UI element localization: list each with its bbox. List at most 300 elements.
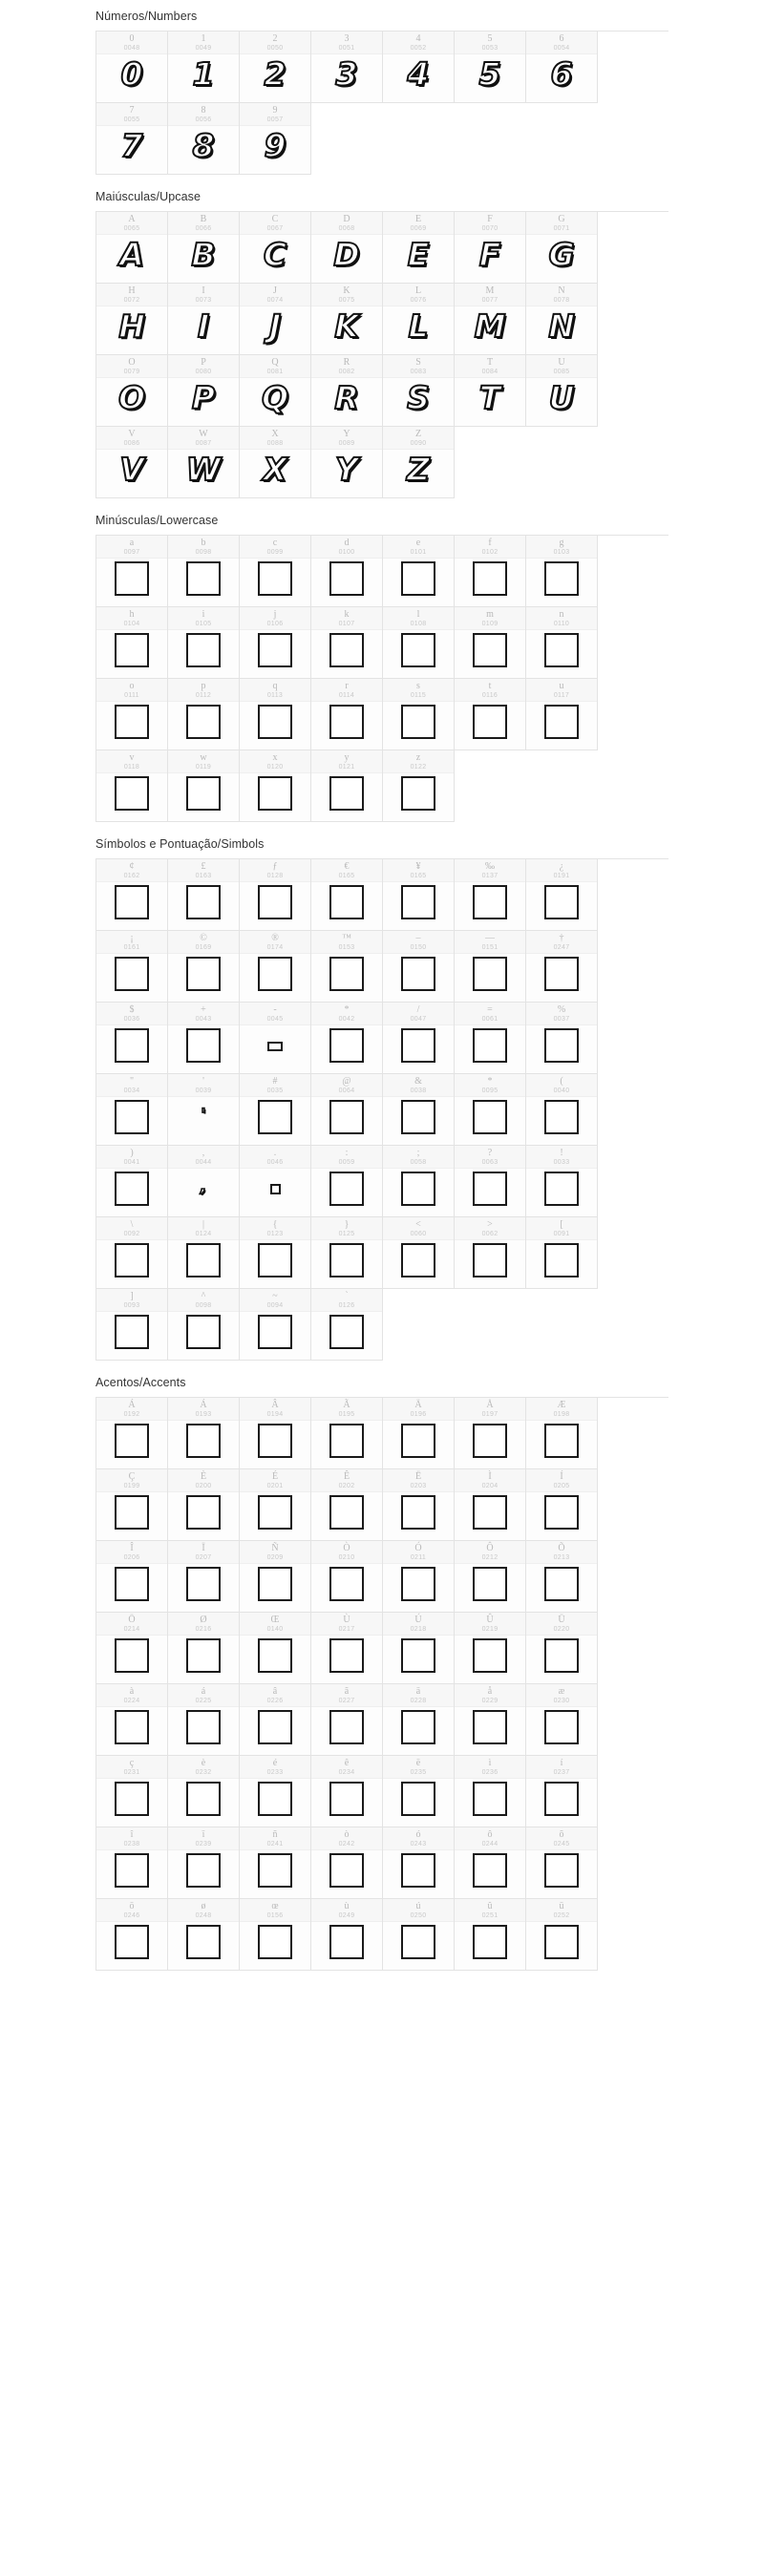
- missing-glyph-box: [186, 1028, 221, 1063]
- glyph-cell[interactable]: [311, 750, 383, 822]
- glyph-cell-header: [526, 1469, 597, 1492]
- glyph-cell-header: [168, 1289, 239, 1312]
- glyph-cell[interactable]: [455, 1469, 526, 1541]
- glyph-cell[interactable]: [168, 284, 240, 355]
- missing-glyph-box: [544, 1710, 579, 1744]
- glyph-char-label: F: [487, 214, 493, 224]
- missing-glyph-box: [329, 1315, 364, 1349]
- glyph-code-label: 0228: [410, 1698, 427, 1704]
- missing-glyph-box: [544, 1424, 579, 1458]
- glyph-cell-header: [383, 1003, 454, 1025]
- glyph-code-label: 0124: [195, 1231, 212, 1237]
- glyph-cell[interactable]: [240, 1613, 311, 1684]
- glyph-cell[interactable]: [168, 1541, 240, 1613]
- glyph-cell[interactable]: [96, 1217, 168, 1289]
- glyph-cell[interactable]: [311, 679, 383, 750]
- glyph-cell[interactable]: [96, 1146, 168, 1217]
- glyph-render: 3: [335, 55, 358, 93]
- missing-glyph-box: [186, 1925, 221, 1959]
- glyph-cell[interactable]: [455, 355, 526, 427]
- missing-glyph-box: [401, 1028, 435, 1063]
- glyph-cell[interactable]: [96, 679, 168, 750]
- glyph-cell[interactable]: [455, 1003, 526, 1074]
- glyph-char-label: X: [271, 429, 279, 439]
- glyph-cell-header: [168, 1899, 239, 1922]
- glyph-cell[interactable]: [168, 1469, 240, 1541]
- glyph-cell[interactable]: [311, 427, 383, 498]
- glyph-cell[interactable]: [240, 427, 311, 498]
- section-accents: [0, 1366, 764, 1971]
- glyph-code-label: 0126: [338, 1302, 355, 1309]
- glyph-cell[interactable]: [240, 32, 311, 103]
- glyph-cell[interactable]: [168, 1398, 240, 1469]
- glyph-cell[interactable]: [526, 1541, 598, 1613]
- glyph-cell[interactable]: [311, 607, 383, 679]
- glyph-code-label: 0046: [266, 1159, 284, 1166]
- glyph-cell[interactable]: [526, 1469, 598, 1541]
- glyph-code-label: 0225: [195, 1698, 212, 1704]
- glyph-cell[interactable]: [383, 750, 455, 822]
- glyph-char-label: 5: [487, 33, 493, 44]
- missing-glyph-box: [258, 776, 292, 811]
- glyph-cell[interactable]: [455, 536, 526, 607]
- glyph-cell[interactable]: [240, 1398, 311, 1469]
- glyph-char-label: P: [201, 357, 206, 368]
- glyph-cell-header: [96, 1289, 167, 1312]
- glyph-cell[interactable]: [383, 1398, 455, 1469]
- missing-glyph-box: [115, 1853, 149, 1888]
- glyph-char-label: ö: [129, 1901, 135, 1911]
- glyph-cell[interactable]: [526, 1827, 598, 1899]
- glyph-cell[interactable]: [168, 1074, 240, 1146]
- glyph-cell[interactable]: [383, 931, 455, 1003]
- glyph-cell[interactable]: [311, 1289, 383, 1361]
- section-title: Acentos/Accents: [96, 1376, 186, 1389]
- glyph-cell[interactable]: [526, 1684, 598, 1756]
- glyph-char-label: !: [560, 1148, 563, 1158]
- glyph-code-label: 0227: [338, 1698, 355, 1704]
- glyph-cell[interactable]: [96, 1684, 168, 1756]
- glyph-cell[interactable]: [526, 284, 598, 355]
- glyph-char-label: C: [271, 214, 279, 224]
- glyph-char-label: f: [488, 538, 492, 548]
- glyph-char-label: @: [342, 1076, 351, 1087]
- glyph-cell[interactable]: [383, 1827, 455, 1899]
- glyph-char-label: q: [272, 681, 278, 691]
- glyph-cell[interactable]: [168, 1217, 240, 1289]
- glyph-char-label: &: [414, 1076, 422, 1087]
- glyph-cell-header: [168, 1398, 239, 1421]
- glyph-cell-header: [240, 355, 310, 378]
- glyph-cell[interactable]: [240, 1541, 311, 1613]
- glyph-cell[interactable]: [240, 536, 311, 607]
- glyph-code-label: 0104: [123, 621, 140, 627]
- glyph-cell-header: [96, 931, 167, 954]
- glyph-cell[interactable]: [383, 1613, 455, 1684]
- glyph-cell[interactable]: [168, 1146, 240, 1217]
- glyph-cell-header: [311, 1541, 382, 1564]
- glyph-cell-header: [168, 355, 239, 378]
- glyph-cell-header: [383, 1074, 454, 1097]
- glyph-cell[interactable]: [526, 212, 598, 284]
- glyph-cell-header: [96, 284, 167, 306]
- glyph-code-label: 0033: [553, 1159, 570, 1166]
- glyph-cell[interactable]: [311, 1398, 383, 1469]
- glyph-char-label: È: [200, 1471, 207, 1482]
- glyph-cell[interactable]: [96, 1756, 168, 1827]
- glyph-cell-header: [455, 536, 525, 559]
- glyph-cell[interactable]: [311, 355, 383, 427]
- glyph-code-label: 0232: [195, 1769, 212, 1776]
- glyph-cell-header: [383, 1613, 454, 1636]
- glyph-cell-header: [383, 536, 454, 559]
- glyph-char-label: ø: [201, 1901, 206, 1911]
- glyph-cell[interactable]: [240, 859, 311, 931]
- glyph-cell[interactable]: [383, 1469, 455, 1541]
- glyph-cell-header: [168, 536, 239, 559]
- glyph-cell[interactable]: [168, 1003, 240, 1074]
- glyph-cell[interactable]: [383, 1003, 455, 1074]
- glyph-code-label: 0121: [338, 764, 355, 771]
- glyph-cell[interactable]: [526, 1003, 598, 1074]
- glyph-cell[interactable]: [240, 284, 311, 355]
- missing-glyph-box: [258, 1853, 292, 1888]
- glyph-code-label: 0058: [410, 1159, 427, 1166]
- glyph-char-label: î: [130, 1829, 134, 1840]
- missing-glyph-box: [473, 705, 507, 739]
- glyph-cell[interactable]: [168, 1756, 240, 1827]
- glyph-cell[interactable]: [240, 1756, 311, 1827]
- glyph-cell[interactable]: [168, 427, 240, 498]
- glyph-cell[interactable]: [240, 355, 311, 427]
- glyph-cell[interactable]: [383, 427, 455, 498]
- glyph-cell-header: [526, 1074, 597, 1097]
- glyph-cell[interactable]: [240, 607, 311, 679]
- glyph-cell[interactable]: [168, 1827, 240, 1899]
- glyph-cell[interactable]: [526, 931, 598, 1003]
- glyph-cell[interactable]: [96, 1469, 168, 1541]
- glyph-render: P: [191, 379, 216, 416]
- glyph-cell[interactable]: [240, 1899, 311, 1971]
- missing-glyph-box: [401, 1495, 435, 1530]
- glyph-cell[interactable]: [240, 1289, 311, 1361]
- glyph-render: D: [333, 236, 360, 273]
- glyph-cell[interactable]: [240, 931, 311, 1003]
- glyph-cell[interactable]: [455, 679, 526, 750]
- glyph-cell[interactable]: [96, 284, 168, 355]
- glyph-cell[interactable]: [311, 1756, 383, 1827]
- glyph-code-label: 0083: [410, 369, 427, 375]
- glyph-char-label: w: [200, 752, 207, 763]
- glyph-cell-header: [240, 1613, 310, 1636]
- glyph-code-label: 0069: [410, 225, 427, 232]
- missing-glyph-box: [115, 776, 149, 811]
- glyph-cell[interactable]: [526, 1899, 598, 1971]
- glyph-cell[interactable]: [383, 284, 455, 355]
- glyph-code-label: 0165: [410, 873, 427, 879]
- glyph-char-label: Y: [343, 429, 350, 439]
- glyph-cell[interactable]: [383, 1146, 455, 1217]
- glyph-cell[interactable]: [311, 859, 383, 931]
- glyph-cell[interactable]: [455, 607, 526, 679]
- glyph-grid: [96, 211, 668, 498]
- glyph-code-label: 0251: [481, 1912, 499, 1919]
- glyph-cell[interactable]: [455, 1827, 526, 1899]
- glyph-cell[interactable]: [168, 32, 240, 103]
- glyph-cell[interactable]: [311, 1074, 383, 1146]
- glyph-cell[interactable]: [311, 1003, 383, 1074]
- glyph-cell[interactable]: [526, 536, 598, 607]
- glyph-code-label: 0090: [410, 440, 427, 447]
- glyph-cell[interactable]: [526, 1398, 598, 1469]
- glyph-cell[interactable]: [383, 1684, 455, 1756]
- glyph-cell-header: [455, 607, 525, 630]
- glyph-cell[interactable]: [240, 103, 311, 175]
- glyph-cell[interactable]: [240, 750, 311, 822]
- glyph-cell[interactable]: [96, 536, 168, 607]
- glyph-cell[interactable]: [96, 103, 168, 175]
- missing-glyph-box: [258, 885, 292, 919]
- glyph-cell[interactable]: [455, 212, 526, 284]
- glyph-cell[interactable]: [168, 607, 240, 679]
- glyph-cell[interactable]: [168, 859, 240, 931]
- glyph-cell[interactable]: [383, 607, 455, 679]
- glyph-cell[interactable]: [240, 1469, 311, 1541]
- glyph-cell[interactable]: [168, 103, 240, 175]
- glyph-code-label: 0151: [481, 944, 499, 951]
- glyph-cell[interactable]: [240, 212, 311, 284]
- glyph-code-label: 0091: [553, 1231, 570, 1237]
- glyph-cell[interactable]: [455, 1756, 526, 1827]
- glyph-cell[interactable]: [526, 859, 598, 931]
- glyph-cell[interactable]: [383, 679, 455, 750]
- missing-glyph-box: [186, 705, 221, 739]
- glyph-cell[interactable]: [96, 1074, 168, 1146]
- missing-glyph-box: [401, 1782, 435, 1816]
- glyph-char-label: o: [129, 681, 135, 691]
- glyph-cell[interactable]: [311, 1541, 383, 1613]
- glyph-cell[interactable]: [168, 1289, 240, 1361]
- glyph-cell[interactable]: [96, 1398, 168, 1469]
- glyph-cell[interactable]: [526, 1217, 598, 1289]
- glyph-cell[interactable]: [311, 212, 383, 284]
- glyph-char-label: æ: [558, 1686, 565, 1697]
- glyph-char-label: ù: [344, 1901, 350, 1911]
- glyph-cell[interactable]: [383, 1541, 455, 1613]
- missing-glyph-box: [473, 1567, 507, 1601]
- glyph-cell[interactable]: [526, 607, 598, 679]
- section-title: Maiúsculas/Upcase: [96, 190, 202, 203]
- glyph-cell[interactable]: [96, 1289, 168, 1361]
- glyph-cell[interactable]: [311, 536, 383, 607]
- glyph-code-label: 0207: [195, 1554, 212, 1561]
- glyph-char-label: Q: [271, 357, 279, 368]
- glyph-cell[interactable]: [311, 1827, 383, 1899]
- glyph-code-label: 0150: [410, 944, 427, 951]
- glyph-cell[interactable]: [96, 750, 168, 822]
- glyph-char-label: ¿: [559, 861, 564, 872]
- glyph-cell-header: [240, 536, 310, 559]
- glyph-cell[interactable]: [96, 607, 168, 679]
- glyph-cell[interactable]: [168, 1613, 240, 1684]
- glyph-cell[interactable]: [526, 1613, 598, 1684]
- glyph-cell-header: [168, 750, 239, 773]
- glyph-cell[interactable]: [455, 1146, 526, 1217]
- glyph-code-label: 0220: [553, 1626, 570, 1633]
- glyph-code-label: 0080: [195, 369, 212, 375]
- glyph-cell[interactable]: [96, 1899, 168, 1971]
- glyph-cell[interactable]: [383, 1217, 455, 1289]
- glyph-cell[interactable]: [455, 1684, 526, 1756]
- glyph-cell[interactable]: [311, 931, 383, 1003]
- glyph-cell[interactable]: [168, 212, 240, 284]
- glyph-code-label: 0098: [195, 1302, 212, 1309]
- glyph-code-label: 0055: [123, 116, 140, 123]
- glyph-cell-header: [96, 1217, 167, 1240]
- glyph-cell[interactable]: [168, 931, 240, 1003]
- glyph-cell[interactable]: [383, 355, 455, 427]
- glyph-cell-header: [311, 1827, 382, 1850]
- glyph-char-label: õ: [559, 1829, 564, 1840]
- glyph-cell[interactable]: [168, 355, 240, 427]
- glyph-cell[interactable]: [168, 1899, 240, 1971]
- glyph-code-label: 0244: [481, 1841, 499, 1848]
- glyph-cell[interactable]: [96, 859, 168, 931]
- glyph-char-label: ‰: [485, 861, 495, 872]
- glyph-cell[interactable]: [168, 679, 240, 750]
- glyph-cell-header: [311, 859, 382, 882]
- glyph-char-label: ä: [415, 1686, 421, 1697]
- glyph-cell[interactable]: [96, 1613, 168, 1684]
- glyph-cell[interactable]: [96, 355, 168, 427]
- glyph-cell[interactable]: [455, 284, 526, 355]
- glyph-render: W: [185, 451, 222, 488]
- glyph-cell[interactable]: [526, 679, 598, 750]
- glyph-char-label: ~: [272, 1291, 278, 1301]
- glyph-cell[interactable]: [455, 859, 526, 931]
- glyph-cell[interactable]: [311, 1146, 383, 1217]
- missing-glyph-box: [401, 1710, 435, 1744]
- glyph-cell[interactable]: [311, 1613, 383, 1684]
- glyph-cell[interactable]: [311, 1217, 383, 1289]
- glyph-cell[interactable]: [383, 212, 455, 284]
- glyph-cell[interactable]: [96, 427, 168, 498]
- glyph-cell-header: [96, 1003, 167, 1025]
- glyph-cell[interactable]: [383, 1074, 455, 1146]
- glyph-cell[interactable]: [383, 32, 455, 103]
- glyph-cell[interactable]: [240, 1217, 311, 1289]
- glyph-cell[interactable]: [240, 1684, 311, 1756]
- glyph-cell[interactable]: [455, 1074, 526, 1146]
- glyph-cell[interactable]: [526, 355, 598, 427]
- missing-glyph-box: [115, 1100, 149, 1134]
- glyph-code-label: 0212: [481, 1554, 499, 1561]
- glyph-char-label: ': [202, 1076, 204, 1087]
- glyph-char-label: (: [560, 1076, 563, 1087]
- glyph-cell[interactable]: [455, 1217, 526, 1289]
- glyph-cell[interactable]: [311, 284, 383, 355]
- glyph-cell[interactable]: [311, 1684, 383, 1756]
- glyph-code-label: 0060: [410, 1231, 427, 1237]
- glyph-code-label: 0043: [195, 1016, 212, 1023]
- glyph-cell[interactable]: [96, 1003, 168, 1074]
- glyph-cell[interactable]: [383, 859, 455, 931]
- glyph-render: F: [478, 236, 501, 273]
- glyph-cell-header: [240, 32, 310, 54]
- glyph-cell[interactable]: [240, 1827, 311, 1899]
- glyph-cell[interactable]: [240, 1074, 311, 1146]
- glyph-cell[interactable]: [455, 931, 526, 1003]
- glyph-cell[interactable]: [96, 32, 168, 103]
- missing-glyph-box: [544, 1567, 579, 1601]
- glyph-cell[interactable]: [311, 1469, 383, 1541]
- glyph-cell[interactable]: [311, 1899, 383, 1971]
- glyph-cell[interactable]: [526, 1146, 598, 1217]
- glyph-cell[interactable]: [455, 1398, 526, 1469]
- glyph-cell[interactable]: [168, 1684, 240, 1756]
- glyph-render: 6: [550, 55, 573, 93]
- glyph-char-label: †: [559, 933, 564, 943]
- glyph-cell-header: [311, 1074, 382, 1097]
- glyph-cell-header: [383, 427, 454, 450]
- glyph-cell[interactable]: [526, 1756, 598, 1827]
- glyph-cell-header: [311, 1217, 382, 1240]
- missing-glyph-box: [329, 776, 364, 811]
- glyph-char-label: Ø: [200, 1615, 207, 1625]
- section-uppercase: [0, 180, 764, 498]
- glyph-cell[interactable]: [455, 1613, 526, 1684]
- glyph-char-label: *: [487, 1076, 493, 1087]
- glyph-cell[interactable]: [168, 750, 240, 822]
- glyph-cell[interactable]: [96, 931, 168, 1003]
- glyph-cell[interactable]: [168, 536, 240, 607]
- section-symbols: [0, 828, 764, 1361]
- glyph-cell-header: [526, 284, 597, 306]
- glyph-cell-header: [526, 1003, 597, 1025]
- glyph-code-label: 0249: [338, 1912, 355, 1919]
- glyph-cell[interactable]: [240, 1003, 311, 1074]
- glyph-cell[interactable]: [383, 536, 455, 607]
- glyph-cell-header: [168, 1074, 239, 1097]
- glyph-cell-header: [96, 1469, 167, 1492]
- glyph-cell[interactable]: [526, 1074, 598, 1146]
- glyph-char-label: ¡: [130, 933, 134, 943]
- glyph-char-label: Ñ: [271, 1543, 279, 1553]
- glyph-cell[interactable]: [383, 1899, 455, 1971]
- glyph-cell[interactable]: [240, 1146, 311, 1217]
- glyph-cell-header: [240, 212, 310, 235]
- glyph-code-label: 0231: [123, 1769, 140, 1776]
- glyph-code-label: 0093: [123, 1302, 140, 1309]
- glyph-char-label: ¢: [129, 861, 135, 872]
- glyph-cell-header: [526, 1756, 597, 1779]
- glyph-char-label: j: [273, 609, 277, 620]
- glyph-cell[interactable]: [455, 1541, 526, 1613]
- missing-glyph-box: [329, 1424, 364, 1458]
- glyph-cell[interactable]: [455, 1899, 526, 1971]
- glyph-cell[interactable]: [240, 679, 311, 750]
- glyph-cell[interactable]: [526, 32, 598, 103]
- glyph-cell[interactable]: [311, 32, 383, 103]
- glyph-code-label: 0051: [338, 45, 355, 52]
- glyph-cell-header: [168, 212, 239, 235]
- glyph-cell[interactable]: [455, 32, 526, 103]
- glyph-char-label: <: [415, 1219, 421, 1230]
- glyph-cell[interactable]: [96, 1541, 168, 1613]
- glyph-cell[interactable]: [383, 1756, 455, 1827]
- glyph-cell[interactable]: [96, 1827, 168, 1899]
- glyph-cell[interactable]: [96, 212, 168, 284]
